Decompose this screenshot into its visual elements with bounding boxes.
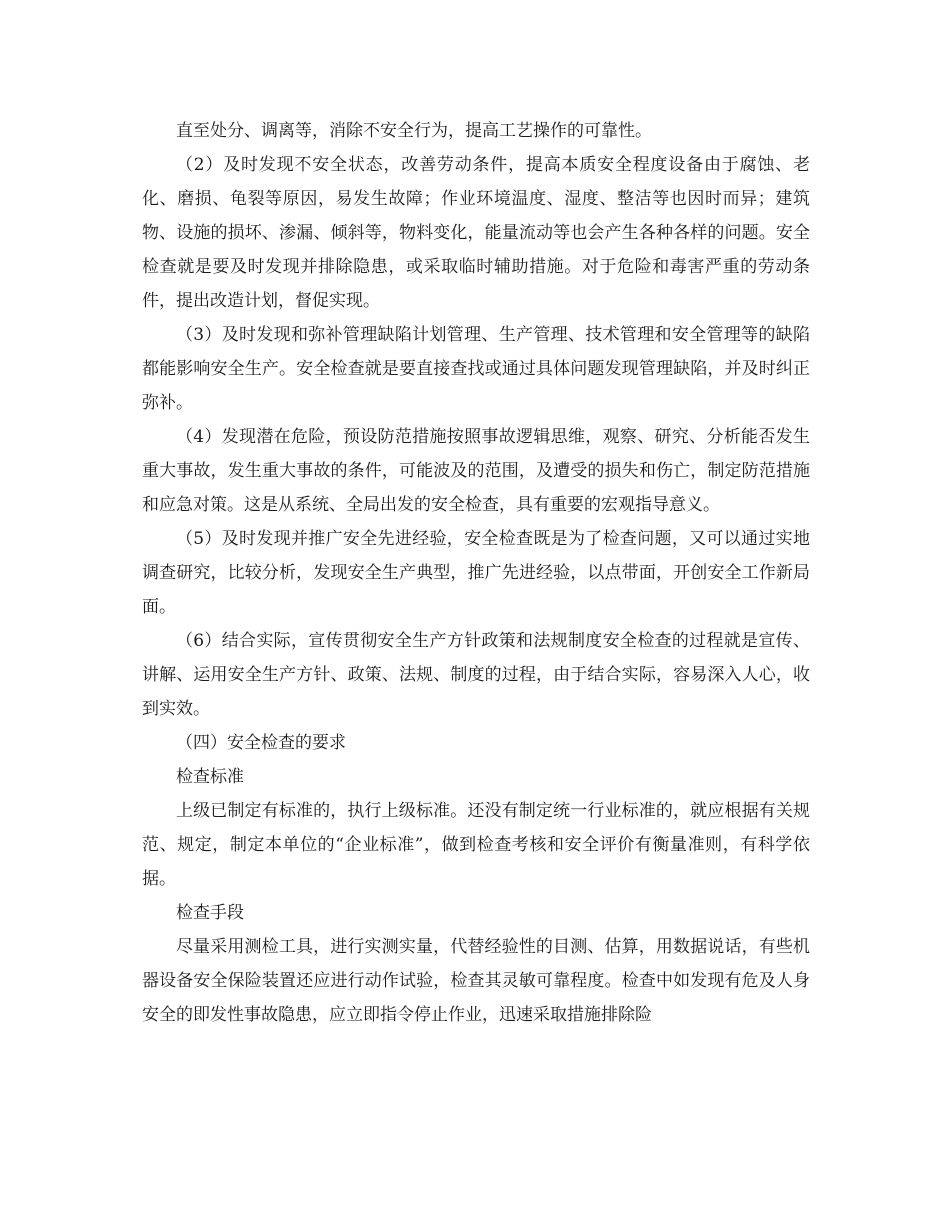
document-body: [142, 114, 810, 1032]
subheading-means: 检查手段: [176, 903, 244, 923]
section-heading-requirements: （四）安全检查的要求: [176, 733, 346, 753]
paragraph-item-5: （5）及时发现并推广安全先进经验，安全检查既是为了检查问题，又可以通过实地调查研究，比较分析，发现安全生产典型，推广先进经验，以点带面，开创安全工作新局面。: [142, 529, 810, 617]
subheading-standards: 检查标准: [176, 767, 244, 787]
paragraph-item-2: （2）及时发现不安全状态，改善劳动条件，提高本质安全程度设备由于腐蚀、老化、磨损、龟裂等原因，易发生故障；作业环境温度、湿度、整洁等也因时而异；建筑物、设施的损坏、渗漏、倾斜等，物料变化，能量流动等也会产生各种各样的问题。安全检查就是要及时发现并排除隐患，或采取临时辅助措施。对于危险和毒害严重的劳动条件，提出改造计划，督促实现。: [142, 155, 810, 311]
paragraph-standards: 上级已制定有标准的，执行上级标准。还没有制定统一行业标准的，就应根据有关规范、规定，制定本单位的“企业标准”，做到检查考核和安全评价有衡量准则，有科学依据。: [142, 801, 810, 889]
paragraph-item-6: （6）结合实际，宣传贯彻安全生产方针政策和法规制度安全检查的过程就是宣传、讲解、运用安全生产方针、政策、法规、制度的过程，由于结合实际，容易深入人心，收到实效。: [142, 631, 810, 719]
paragraph-means: 尽量采用测检工具，进行实测实量，代替经验性的目测、估算，用数据说话，有些机器设备安全保险装置还应进行动作试验，检查其灵敏可靠程度。检查中如发现有危及人身安全的即发性事故隐患，应立即指令停止作业，迅速采取措施排除险: [142, 937, 810, 1025]
paragraph-item-4: （4）发现潜在危险，预设防范措施按照事故逻辑思维，观察、研究、分析能否发生重大事故，发生重大事故的条件，可能波及的范围，及遭受的损失和伤亡，制定防范措施和应急对策。这是从系统、全局出发的安全检查，具有重要的宏观指导意义。: [142, 427, 810, 515]
paragraph-continuation: 直至处分、调离等，消除不安全行为，提高工艺操作的可靠性。: [176, 121, 652, 141]
paragraph-item-3: （3）及时发现和弥补管理缺陷计划管理、生产管理、技术管理和安全管理等的缺陷都能影响安全生产。安全检查就是要直接查找或通过具体问题发现管理缺陷，并及时纠正弥补。: [142, 325, 810, 413]
